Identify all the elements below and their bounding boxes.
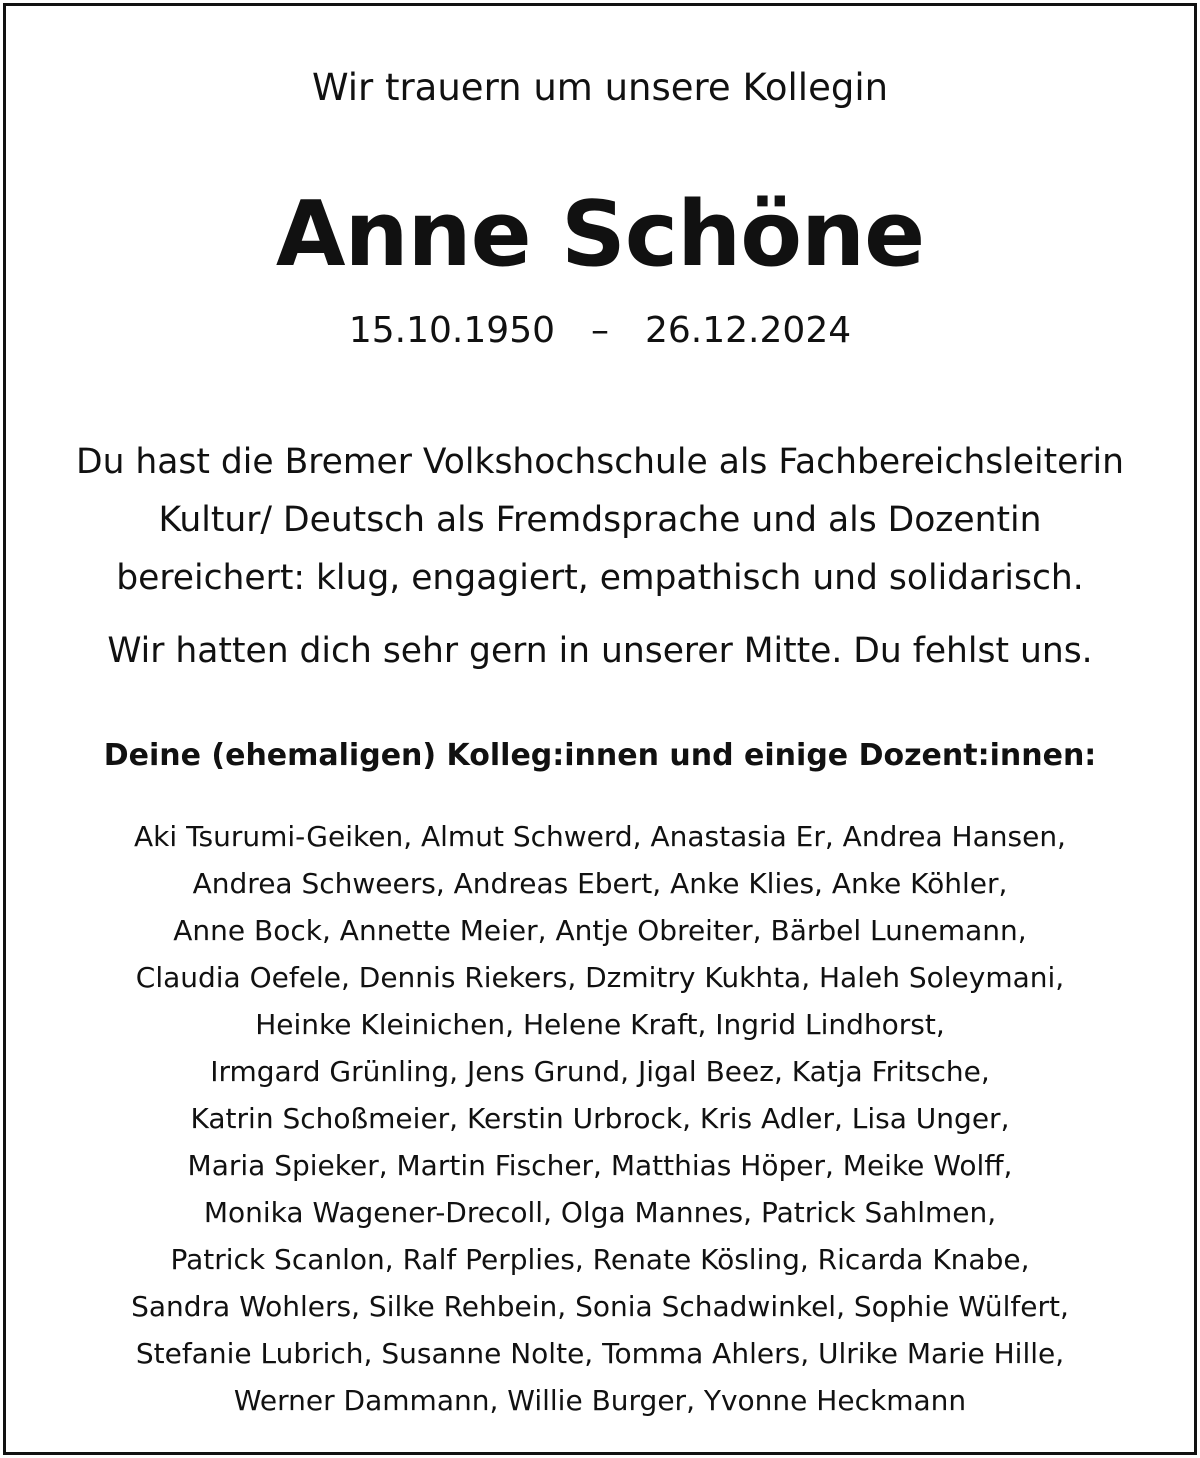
intro-text: Wir trauern um unsere Kollegin: [311, 66, 889, 109]
signatories-line: Patrick Scanlon, Ralf Perplies, Renate Kösling, Ricarda Knabe,: [170, 1243, 1030, 1276]
signatories-line: Anne Bock, Annette Meier, Antje Obreiter, Bärbel Lunemann,: [173, 914, 1027, 947]
life-dates: [6, 306, 1194, 356]
signatories-line: Heinke Kleinichen, Helene Kraft, Ingrid Lindhorst,: [255, 1008, 945, 1041]
signatories-line: Maria Spieker, Martin Fischer, Matthias Höper, Meike Wolff,: [187, 1149, 1013, 1182]
message-line-4: Wir hatten dich sehr gern in unserer Mitte. Du fehlst uns.: [107, 631, 1093, 671]
date-separator: –: [591, 310, 609, 351]
signatories-heading: Deine (ehemaligen) Kolleg:innen und einige Dozent:innen:: [103, 738, 1097, 773]
signatories-line: Katrin Schoßmeier, Kerstin Urbrock, Kris Adler, Lisa Unger,: [190, 1102, 1010, 1135]
signatories-line: Sandra Wohlers, Silke Rehbein, Sonia Schadwinkel, Sophie Wülfert,: [131, 1290, 1069, 1323]
signatories-line: Andrea Schweers, Andreas Ebert, Anke Klies, Anke Köhler,: [192, 867, 1008, 900]
signatories-line: Stefanie Lubrich, Susanne Nolte, Tomma Ahlers, Ulrike Marie Hille,: [135, 1337, 1065, 1370]
signatories-line: Aki Tsurumi-Geiken, Almut Schwerd, Anastasia Er, Andrea Hansen,: [134, 820, 1066, 853]
death-date: 26.12.2024: [645, 310, 852, 351]
message-line-2: Kultur/ Deutsch als Fremdsprache und als Dozentin: [158, 500, 1042, 540]
signatories-line: Irmgard Grünling, Jens Grund, Jigal Beez, Katja Fritsche,: [210, 1055, 990, 1088]
message-line-1: Du hast die Bremer Volkshochschule als Fachbereichsleiterin: [76, 442, 1124, 482]
birth-date: 15.10.1950: [348, 310, 555, 351]
signatories-line: Werner Dammann, Willie Burger, Yvonne Heckmann: [233, 1384, 967, 1417]
signatories-line: Claudia Oefele, Dennis Riekers, Dzmitry Kukhta, Haleh Soleymani,: [135, 961, 1065, 994]
deceased-name: Anne Schöne: [275, 182, 925, 287]
obituary-frame: [3, 3, 1197, 1455]
signatories-list: [6, 813, 1194, 1424]
signatories-line: Monika Wagener-Drecoll, Olga Mannes, Patrick Sahlmen,: [203, 1196, 997, 1229]
message-line-3: bereichert: klug, engagiert, empathisch und solidarisch.: [116, 558, 1084, 598]
